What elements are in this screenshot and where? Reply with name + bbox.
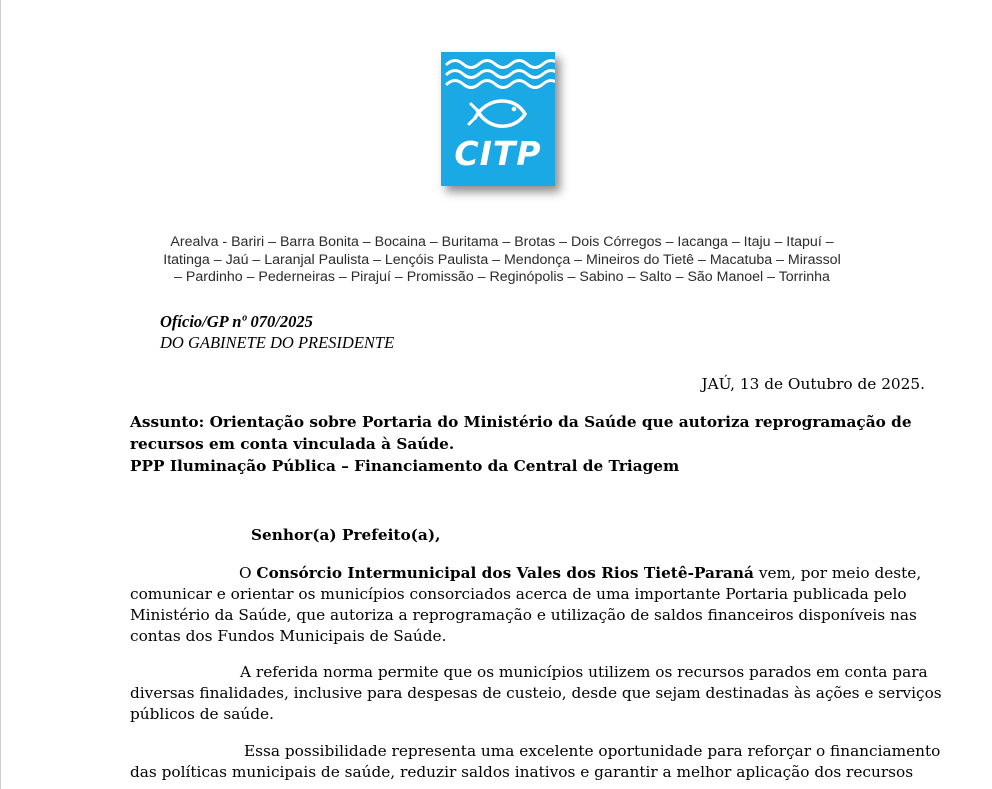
- department-label: DO GABINETE DO PRESIDENTE: [160, 333, 395, 352]
- oficio-number: Ofício/GP nº 070/2025: [160, 312, 313, 331]
- municipalities-list: [140, 234, 864, 287]
- paragraph-line: comunicar e orientar os municípios consorciados acerca de uma importante Portaria publicada pelo: [130, 585, 907, 603]
- paragraph-2: [130, 662, 960, 725]
- municipalities-line: Arealva - Bariri – Barra Bonita – Bocaina – Buritama – Brotas – Dois Córregos – Iacanga – Itaju – Itapuí –: [170, 234, 834, 250]
- municipalities-line: Itatinga – Jaú – Laranjal Paulista – Lençóis Paulista – Mendonça – Mineiros do Tietê – Macatuba – Mirassol: [163, 251, 841, 268]
- subject-block: [130, 411, 950, 477]
- citp-logo: [441, 52, 555, 186]
- paragraph-3: [130, 741, 960, 783]
- paragraph-line: públicos de saúde.: [130, 705, 274, 723]
- paragraph-line: A referida norma permite que os municípios utilizem os recursos parados em conta para: [240, 663, 928, 681]
- paragraph-line: Essa possibilidade representa uma excelente oportunidade para reforçar o financiamento: [244, 742, 941, 760]
- subject-line: PPP Iluminação Pública – Financiamento da Central de Triagem: [130, 457, 680, 475]
- paragraph-line: Ministério da Saúde, que autoriza a reprogramação e utilização de saldos financeiros disponíveis nas: [130, 606, 917, 624]
- municipalities-line: – Pardinho – Pederneiras – Pirajuí – Promissão – Reginópolis – Sabino – Salto – São Manoel – Torrinha: [174, 269, 830, 285]
- page-edge: [0, 0, 1, 789]
- paragraph-line: diversas finalidades, inclusive para despesas de custeio, desde que sejam destinadas às ações e serviços: [130, 684, 942, 702]
- logo-text: CITP: [454, 134, 542, 173]
- paragraph-line: [130, 563, 960, 584]
- salutation: Senhor(a) Prefeito(a),: [251, 526, 441, 544]
- paragraph-line: das políticas municipais de saúde, reduzir saldos inativos e garantir a melhor aplicação dos recursos: [130, 763, 914, 781]
- subject-line: recursos em conta vinculada à Saúde.: [130, 435, 455, 453]
- consortium-name: Consórcio Intermunicipal dos Vales dos Rios Tietê-Paraná: [256, 564, 754, 582]
- paragraph-text: O: [239, 564, 257, 582]
- paragraph-1: [130, 563, 960, 647]
- paragraph-line: contas dos Fundos Municipais de Saúde.: [130, 627, 447, 645]
- paragraph-text: vem, por meio deste,: [753, 564, 922, 582]
- oficio-block: [160, 311, 394, 353]
- subject-line: Assunto: Orientação sobre Portaria do Ministério da Saúde que autoriza reprogramação de: [130, 413, 912, 431]
- document-date: JAÚ, 13 de Outubro de 2025.: [701, 375, 925, 393]
